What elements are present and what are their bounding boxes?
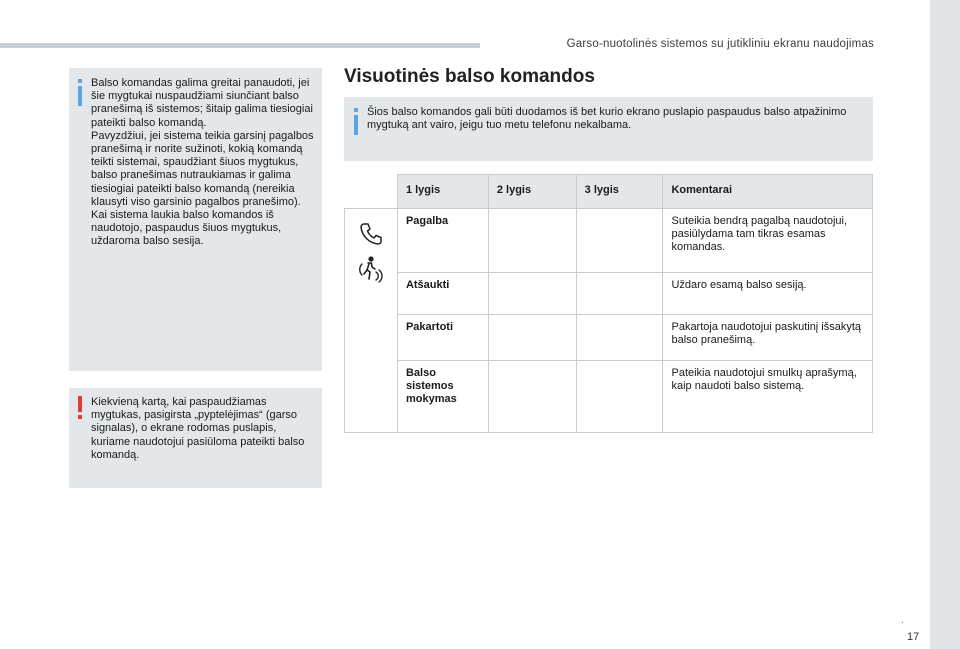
row-level2 [488, 361, 576, 433]
section-info-text: Šios balso komandos gali būti duodamos iš bet kurio ekrano puslapio paspaudus balso atpažinimo mygtuką ant vairo, jeigu tuo metu telefonu nekalbama. [367, 106, 847, 132]
left-info-box [69, 68, 322, 371]
table-corner [345, 175, 398, 209]
row-level2 [488, 273, 576, 315]
left-info-text: Balso komandas galima greitai panaudoti, jei šie mygtukai nuspaudžiami siunčiant balso pranešimą iš sistemos; šitaip galima tiesiogiai pateikti balso komandą. Pavyzdžiui, jei sistema teikia garsinį pagalbos pranešimą ir norite sužinoti, kokią komandą teikti sistemai, spaudžiant šiuos mygtukus, balso pranešimas nutraukiamas ir galima tiesiogiai pateikti balso komandą (nereikia klausyti viso garsinio pagalbos pranešimo). Kai sistema laukia balso komandos iš naudotojo, paspaudus šiuos mygtukus, uždaroma balso sesija. [91, 77, 314, 248]
header-rule [0, 43, 480, 48]
table-row [345, 361, 873, 433]
row-level1: Atšaukti [397, 273, 488, 315]
steering-buttons-cell [345, 209, 398, 433]
row-level1: Pagalba [397, 209, 488, 273]
row-comment: Pateikia naudotojui smulkų aprašymą, kaip naudoti balso sistemą. [663, 361, 873, 433]
row-level3 [576, 273, 663, 315]
row-level1: Pakartoti [397, 315, 488, 361]
voice-command-icon [357, 255, 385, 285]
section-info-box [344, 97, 873, 161]
side-strip [930, 0, 960, 649]
row-comment: Uždaro esamą balso sesiją. [663, 273, 873, 315]
phone-icon [358, 221, 384, 247]
row-level2 [488, 209, 576, 273]
table-row [345, 273, 873, 315]
header-level3: 3 lygis [576, 175, 663, 209]
left-warning-text: Kiekvieną kartą, kai paspaudžiamas mygtukas, pasigirsta „pyptelėjimas“ (garso signalas), o ekrane rodomas puslapis, kuriame naudotojui pasiūloma pateikti balso komandą. [91, 396, 305, 461]
left-warning-box [69, 388, 322, 488]
header-level2: 2 lygis [488, 175, 576, 209]
header-comment: Komentarai [663, 175, 873, 209]
row-level3 [576, 361, 663, 433]
info-icon [78, 86, 82, 106]
row-level3 [576, 209, 663, 273]
header-level1: 1 lygis [397, 175, 488, 209]
info-icon [354, 115, 358, 135]
row-comment: Suteikia bendrą pagalbą naudotojui, pasiūlydama tam tikras esamas komandas. [663, 209, 873, 273]
warning-icon [78, 396, 82, 412]
table-row [345, 315, 873, 361]
row-level1: Balso sistemos mokymas [397, 361, 488, 433]
section-title: Visuotinės balso komandos [344, 66, 595, 87]
table-header-row [345, 175, 873, 209]
row-level3 [576, 315, 663, 361]
row-level2 [488, 315, 576, 361]
page-dot: . [901, 615, 904, 626]
voice-commands-table [344, 174, 873, 433]
page-number: 17 [907, 631, 920, 643]
chapter-title: Garso-nuotolinės sistemos su jutikliniu ekranu naudojimas [566, 38, 874, 50]
row-comment: Pakartoja naudotojui paskutinį išsakytą balso pranešimą. [663, 315, 873, 361]
table-row [345, 209, 873, 273]
